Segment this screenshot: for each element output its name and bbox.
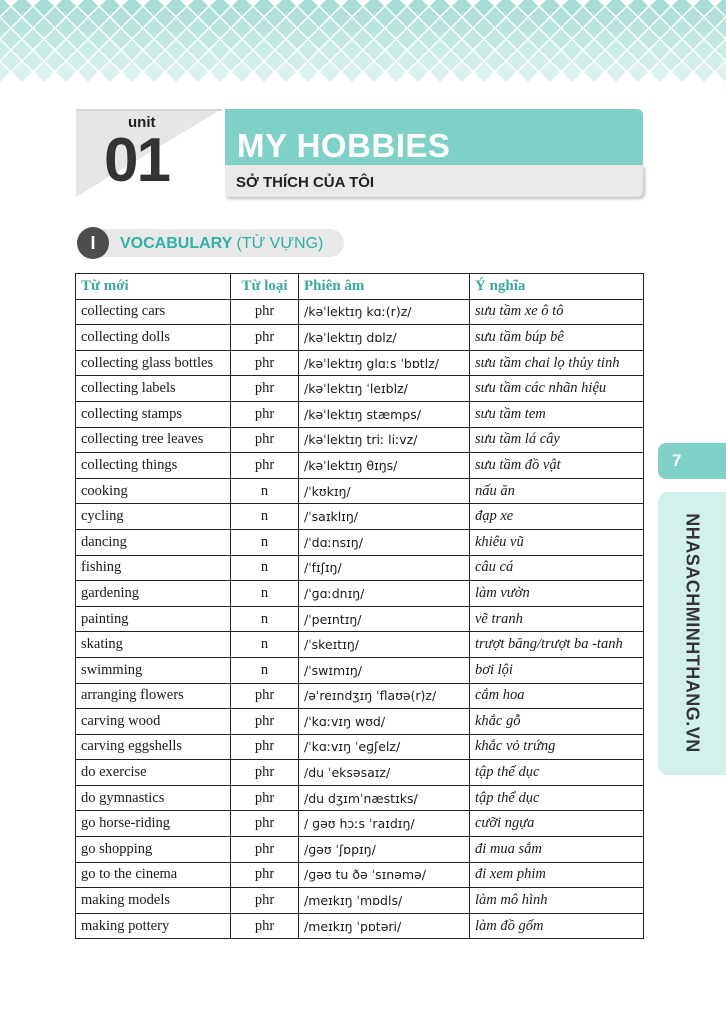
cell-word: do exercise: [76, 760, 231, 786]
cell-word: cooking: [76, 478, 231, 504]
cell-word: carving wood: [76, 709, 231, 735]
cell-meaning: sưu tầm búp bê: [470, 325, 644, 351]
table-row: [76, 299, 644, 325]
cell-pronunciation: /kəˈlektɪŋ ˈleɪblz/: [299, 376, 470, 402]
cell-part-of-speech: phr: [231, 709, 299, 735]
header-part-of-speech: Từ loại: [231, 274, 299, 300]
table-row: [76, 709, 644, 735]
cell-part-of-speech: n: [231, 581, 299, 607]
cell-word: carving eggshells: [76, 734, 231, 760]
cell-word: collecting things: [76, 453, 231, 479]
cell-word: dancing: [76, 529, 231, 555]
cell-part-of-speech: phr: [231, 913, 299, 939]
cell-word: skating: [76, 632, 231, 658]
cell-pronunciation: /kəˈlektɪŋ glɑːs ˈbɒtlz/: [299, 350, 470, 376]
cell-pronunciation: /ˈɡɑːdnɪŋ/: [299, 581, 470, 607]
section-title: [120, 233, 323, 255]
table-row: [76, 837, 644, 863]
cell-pronunciation: /ˈdɑːnsɪŋ/: [299, 529, 470, 555]
cell-pronunciation: /ɡəʊ ˈʃɒpɪŋ/: [299, 837, 470, 863]
cell-pronunciation: /kəˈlektɪŋ θɪŋs/: [299, 453, 470, 479]
page-number-tab: 7: [658, 443, 726, 479]
table-row: [76, 632, 644, 658]
table-row: [76, 325, 644, 351]
cell-part-of-speech: phr: [231, 734, 299, 760]
cell-meaning: đi xem phim: [470, 862, 644, 888]
cell-meaning: đạp xe: [470, 504, 644, 530]
cell-pronunciation: /kəˈlektɪŋ stæmps/: [299, 401, 470, 427]
cell-pronunciation: /du dʒɪmˈnæstɪks/: [299, 785, 470, 811]
section-title-main: VOCABULARY: [120, 235, 233, 252]
title-box: [225, 109, 643, 197]
cell-meaning: câu cá: [470, 555, 644, 581]
page-title: MY HOBBIES: [237, 127, 451, 164]
cell-pronunciation: /ˈfɪʃɪŋ/: [299, 555, 470, 581]
unit-label: unit: [128, 114, 156, 131]
cell-pronunciation: /du ˈeksəsaɪz/: [299, 760, 470, 786]
cell-part-of-speech: phr: [231, 350, 299, 376]
section-number-badge: I: [77, 227, 109, 259]
table-row: [76, 913, 644, 939]
header-word: Từ mới: [76, 274, 231, 300]
cell-part-of-speech: phr: [231, 401, 299, 427]
cell-pronunciation: /kəˈlektɪŋ dɒlz/: [299, 325, 470, 351]
cell-meaning: vẽ tranh: [470, 606, 644, 632]
cell-pronunciation: /ˈskeɪtɪŋ/: [299, 632, 470, 658]
table-row: [76, 453, 644, 479]
cell-word: go to the cinema: [76, 862, 231, 888]
cell-meaning: khắc gỗ: [470, 709, 644, 735]
cell-meaning: sưu tầm chai lọ thủy tinh: [470, 350, 644, 376]
cell-word: collecting tree leaves: [76, 427, 231, 453]
cell-pronunciation: /ˈkɑːvɪŋ wʊd/: [299, 709, 470, 735]
table-row: [76, 606, 644, 632]
cell-meaning: sưu tầm xe ô tô: [470, 299, 644, 325]
cell-word: do gymnastics: [76, 785, 231, 811]
table-row: [76, 401, 644, 427]
cell-word: cycling: [76, 504, 231, 530]
cell-word: collecting cars: [76, 299, 231, 325]
unit-number: 01: [104, 126, 169, 195]
table-row: [76, 888, 644, 914]
cell-word: swimming: [76, 657, 231, 683]
side-brand-text: NHASACHMINHTHANG.VN: [682, 513, 703, 753]
cell-part-of-speech: phr: [231, 299, 299, 325]
table-row: [76, 683, 644, 709]
cell-word: collecting dolls: [76, 325, 231, 351]
cell-pronunciation: /kəˈlektɪŋ kɑː(r)z/: [299, 299, 470, 325]
cell-meaning: khắc vỏ trứng: [470, 734, 644, 760]
cell-word: collecting glass bottles: [76, 350, 231, 376]
cell-meaning: tập thể dục: [470, 760, 644, 786]
table-row: [76, 478, 644, 504]
cell-meaning: trượt băng/trượt ba -tanh: [470, 632, 644, 658]
cell-part-of-speech: n: [231, 657, 299, 683]
cell-part-of-speech: phr: [231, 811, 299, 837]
cell-part-of-speech: n: [231, 504, 299, 530]
cell-meaning: làm mô hình: [470, 888, 644, 914]
table-row: [76, 376, 644, 402]
cell-part-of-speech: n: [231, 555, 299, 581]
table-header-row: [76, 274, 644, 300]
cell-part-of-speech: phr: [231, 325, 299, 351]
cell-meaning: tập thể dục: [470, 785, 644, 811]
cell-pronunciation: /meɪkɪŋ ˈpɒtəri/: [299, 913, 470, 939]
cell-pronunciation: /meɪkɪŋ ˈmɒdls/: [299, 888, 470, 914]
table-row: [76, 350, 644, 376]
cell-pronunciation: / ɡəʊ hɔːs ˈraɪdɪŋ/: [299, 811, 470, 837]
cell-meaning: làm đồ gốm: [470, 913, 644, 939]
cell-part-of-speech: n: [231, 478, 299, 504]
cell-word: go shopping: [76, 837, 231, 863]
cell-word: arranging flowers: [76, 683, 231, 709]
cell-pronunciation: /ˈpeɪntɪŋ/: [299, 606, 470, 632]
header-meaning: Ý nghĩa: [470, 274, 644, 300]
cell-part-of-speech: n: [231, 606, 299, 632]
cell-pronunciation: /əˈreɪndʒɪŋ ˈflaʊə(r)z/: [299, 683, 470, 709]
diamond-pattern-header: [0, 0, 726, 86]
cell-part-of-speech: phr: [231, 427, 299, 453]
cell-pronunciation: /kəˈlektɪŋ triː liːvz/: [299, 427, 470, 453]
section-title-sub: (TỪ VỰNG): [236, 235, 324, 252]
cell-word: collecting stamps: [76, 401, 231, 427]
cell-pronunciation: /ˈsaɪklɪŋ/: [299, 504, 470, 530]
table-row: [76, 734, 644, 760]
table-row: [76, 529, 644, 555]
table-row: [76, 760, 644, 786]
cell-part-of-speech: phr: [231, 837, 299, 863]
table-row: [76, 657, 644, 683]
cell-pronunciation: /ɡəʊ tu ðə ˈsɪnəmə/: [299, 862, 470, 888]
cell-word: fishing: [76, 555, 231, 581]
cell-pronunciation: /ˈkɑːvɪŋ ˈeɡʃelz/: [299, 734, 470, 760]
table-row: [76, 555, 644, 581]
cell-pronunciation: /ˈswɪmɪŋ/: [299, 657, 470, 683]
cell-meaning: bơi lội: [470, 657, 644, 683]
cell-meaning: sưu tầm các nhãn hiệu: [470, 376, 644, 402]
cell-word: making models: [76, 888, 231, 914]
table-row: [76, 581, 644, 607]
cell-word: making pottery: [76, 913, 231, 939]
cell-meaning: làm vườn: [470, 581, 644, 607]
cell-part-of-speech: phr: [231, 376, 299, 402]
vocabulary-table: [75, 273, 644, 939]
table-row: [76, 785, 644, 811]
cell-meaning: nấu ăn: [470, 478, 644, 504]
cell-pronunciation: /ˈkʊkɪŋ/: [299, 478, 470, 504]
cell-word: collecting labels: [76, 376, 231, 402]
header-pronunciation: Phiên âm: [299, 274, 470, 300]
cell-meaning: cắm hoa: [470, 683, 644, 709]
cell-part-of-speech: n: [231, 529, 299, 555]
cell-meaning: sưu tầm tem: [470, 401, 644, 427]
cell-part-of-speech: phr: [231, 888, 299, 914]
cell-part-of-speech: phr: [231, 862, 299, 888]
cell-part-of-speech: phr: [231, 453, 299, 479]
table-row: [76, 504, 644, 530]
cell-meaning: đi mua sắm: [470, 837, 644, 863]
cell-meaning: khiêu vũ: [470, 529, 644, 555]
cell-meaning: sưu tầm lá cây: [470, 427, 644, 453]
cell-part-of-speech: phr: [231, 760, 299, 786]
table-row: [76, 427, 644, 453]
cell-word: go horse-riding: [76, 811, 231, 837]
cell-meaning: cưỡi ngựa: [470, 811, 644, 837]
table-row: [76, 862, 644, 888]
cell-meaning: sưu tầm đồ vật: [470, 453, 644, 479]
cell-part-of-speech: n: [231, 632, 299, 658]
cell-word: painting: [76, 606, 231, 632]
cell-part-of-speech: phr: [231, 683, 299, 709]
table-row: [76, 811, 644, 837]
cell-word: gardening: [76, 581, 231, 607]
page-subtitle: SỞ THÍCH CỦA TÔI: [236, 174, 375, 191]
cell-part-of-speech: phr: [231, 785, 299, 811]
